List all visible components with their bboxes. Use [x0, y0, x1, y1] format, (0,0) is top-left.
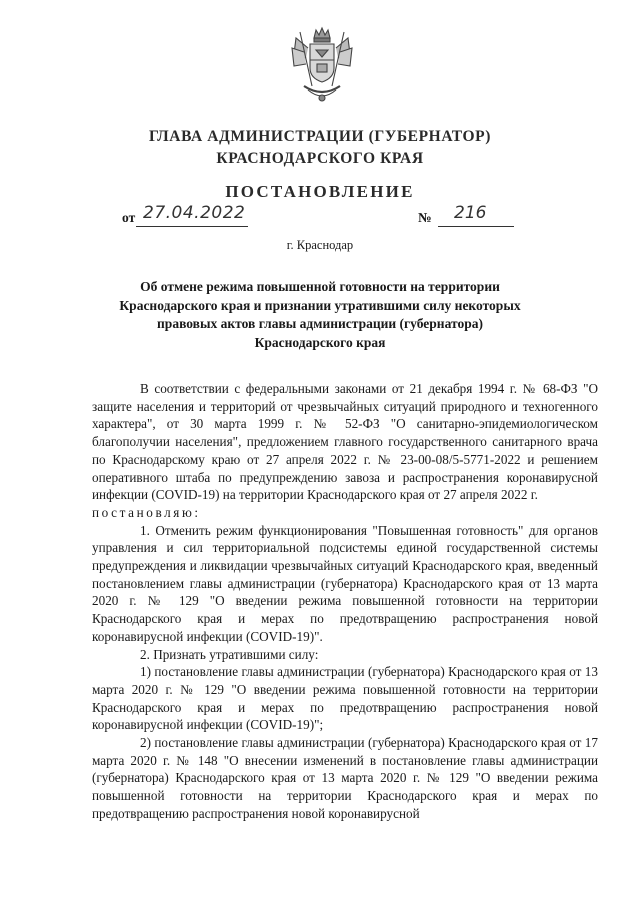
item-2-1-paragraph: 1) постановление главы администрации (губернатора) Краснодарского края от 13 марта 2020 г. № 129 "О введении режима повышенной готовности на территории Краснодарского края и мерах по предотвращению распространения новой коронавирусной инфекции (COVID-19)"; — [92, 664, 598, 733]
date-label: от — [122, 210, 136, 225]
date-value: 27.04.2022 — [143, 203, 246, 223]
item-2-2-paragraph: 2) постановление главы администрации (губернатора) Краснодарского края от 17 марта 2020 г. № 148 "О внесении изменений в постановление главы администрации (губернатора) Краснодарского края от 13 марта 2020 г. № 129 "О введении режима повышенной готовности на территории Краснодарского края и мерах по предотвращению распространения новой коронавирусной — [92, 735, 598, 821]
krasnodar-coat-of-arms-icon — [290, 24, 354, 106]
title-line: правовых актов главы администрации (губернатора) — [157, 316, 483, 331]
number-underline — [438, 226, 514, 227]
document-body — [92, 380, 598, 823]
title-line: Краснодарского края — [254, 334, 386, 350]
organization-name-line2: КРАСНОДАРСКОГО КРАЯ — [216, 150, 424, 167]
date-underline — [136, 226, 248, 227]
city-name: г. Краснодар — [286, 238, 354, 252]
number-value: 216 — [454, 203, 487, 223]
resolve-word: постановляю: — [92, 504, 201, 520]
title-line: Об отмене режима повышенной готовности на территории — [140, 279, 500, 294]
item-1-paragraph: 1. Отменить режим функционирования "Повышенная готовность" для органов управления и сил территориальной подсистемы единой государственной системы предупреждения и ликвидации чрезвычайных ситуаций Краснодарского края, введенный постановлением главы администрации (губернатора) Краснодарского края от 13 марта 2020 г. № 129 "О введении режима повышенной готовности на территории Краснодарского края и мерах по предотвращению распространения новой коронавирусной инфекции (COVID-19)". — [92, 522, 598, 644]
preamble-paragraph: В соответствии с федеральными законами от 21 декабря 1994 г. № 68-ФЗ "О защите населения и территорий от чрезвычайных ситуаций природного и техногенного характера", от 30 марта 1999 г. № 52-ФЗ "О санитарно-эпидемиологическом благополучии населения", предложением главного государственного санитарного врача по Краснодарскому краю от 27 апреля 2022 г. № 23-00-08/5-5771-2022 и решением оперативного штаба по предупреждению завоза и распространения коронавирусной инфекции (COVID-19) на территории Краснодарского края от 27 апреля 2022 г. — [92, 381, 598, 503]
title-line: Краснодарского края и признании утратившими силу некоторых — [119, 297, 521, 313]
document-title — [110, 278, 530, 352]
document-type: ПОСТАНОВЛЕНИЕ — [225, 182, 415, 201]
item-2-paragraph: 2. Признать утратившими силу: — [140, 646, 319, 662]
number-label: № — [418, 210, 432, 225]
organization-name-line1: ГЛАВА АДМИНИСТРАЦИИ (ГУБЕРНАТОР) — [149, 128, 491, 145]
